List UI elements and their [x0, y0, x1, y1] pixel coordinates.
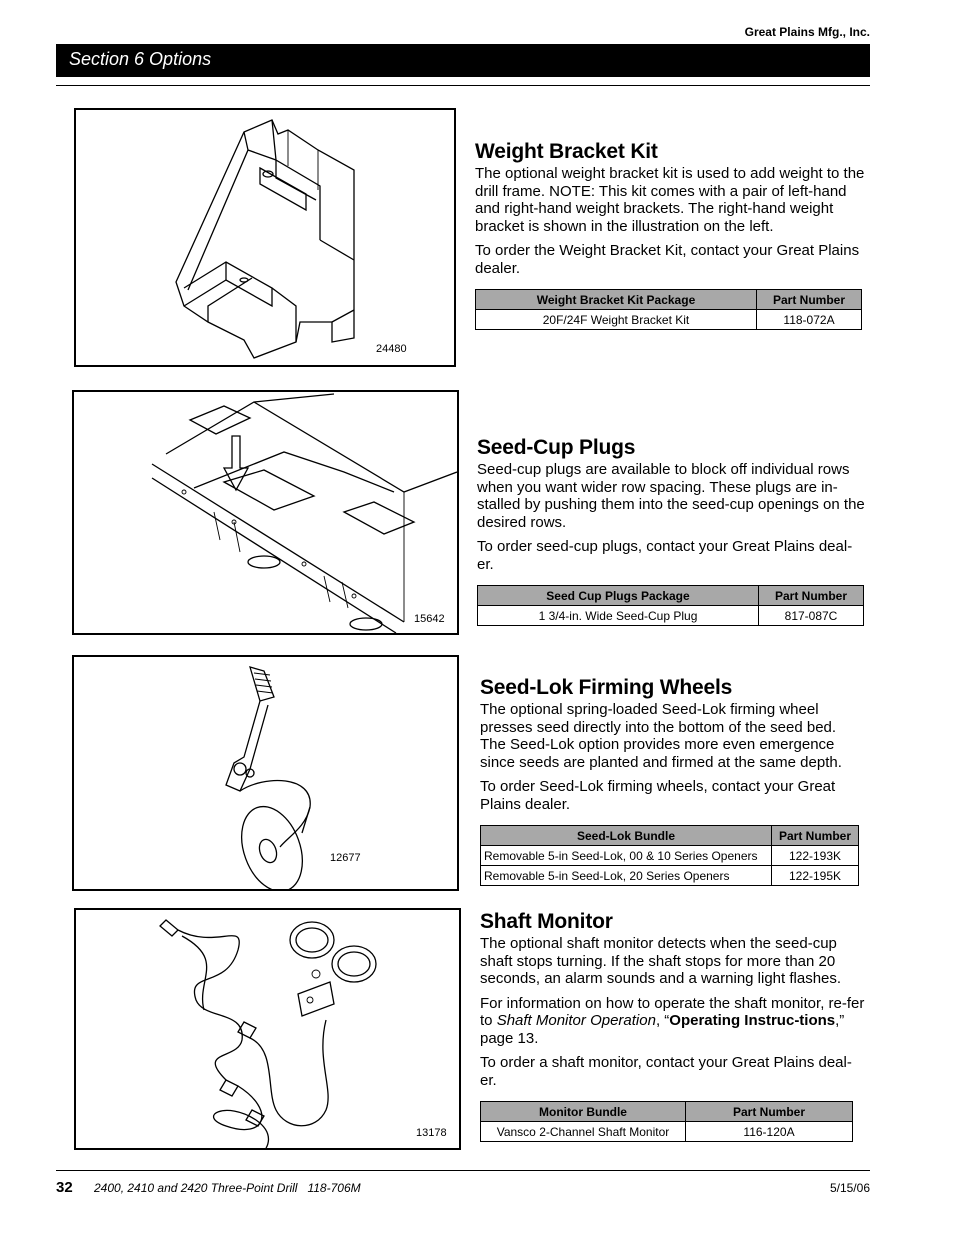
table-header: Part Number [759, 586, 864, 606]
table-row [478, 606, 864, 626]
section-paragraph-reference [480, 995, 865, 1048]
parts-table [480, 1101, 853, 1142]
section-paragraph: To order seed-cup plugs, contact your Great Plains deal-er. [477, 538, 853, 573]
table-cell: 116-120A [686, 1122, 853, 1142]
figure-number: 15642 [414, 613, 445, 625]
footer-rule [56, 1170, 870, 1171]
table-row [476, 310, 862, 330]
section-paragraph: Seed-cup plugs are available to block off individual rows when you want wider row spacing. These plugs are in-stalled by pushing them into the seed-cup openings on the desired rows. [477, 461, 865, 531]
table-header: Part Number [686, 1102, 853, 1122]
ref-link[interactable]: Operating Instruc-tions [669, 1012, 836, 1029]
weight-bracket-illustration [76, 110, 454, 365]
table-header: Weight Bracket Kit Package [476, 290, 757, 310]
table-row [481, 846, 859, 866]
table-row [481, 866, 859, 886]
document-date: 5/15/06 [829, 1181, 870, 1195]
table-cell: 1 3/4-in. Wide Seed-Cup Plug [478, 606, 759, 626]
section-title: Seed-Lok Firming Wheels [480, 676, 733, 699]
figure-number: 24480 [376, 343, 407, 355]
ref-text: , “ [655, 1012, 670, 1029]
parts-table [477, 585, 864, 626]
header-rule [56, 85, 870, 86]
shaft-monitor-section [480, 910, 865, 1142]
table-cell: 122-195K [772, 866, 859, 886]
table-row [481, 1122, 853, 1142]
seed-lok-illustration [74, 657, 457, 889]
ref-text: For information on how to operate the shaft monitor, re-fer to [480, 994, 865, 1029]
section-paragraph: The optional weight bracket kit is used to add weight to the drill frame. NOTE: This kit comes with a pair of left-hand and right-hand weight brackets. The right-hand weight bracket is shown in the illustration on the left. [475, 165, 865, 235]
section-title: Shaft Monitor [480, 910, 613, 933]
section-paragraph: To order Seed-Lok firming wheels, contact your Great Plains dealer. [480, 778, 836, 813]
section-paragraph: To order the Weight Bracket Kit, contact your Great Plains dealer. [475, 242, 860, 277]
table-header: Seed-Lok Bundle [481, 826, 772, 846]
table-cell: 817-087C [759, 606, 864, 626]
table-cell: Removable 5-in Seed-Lok, 00 & 10 Series Openers [481, 846, 772, 866]
section-paragraph: The optional shaft monitor detects when the seed-cup shaft stops turning. If the shaft stops for more than 20 seconds, an alarm sounds and a warning light flashes. [480, 935, 842, 987]
ref-italic: Shaft Monitor Operation [496, 1012, 656, 1029]
table-header: Part Number [772, 826, 859, 846]
section-paragraph: The optional spring-loaded Seed-Lok firming wheel presses seed directly into the bottom of the seed bed. The Seed-Lok option provides more even emergence since seeds are planted and firmed at the same depth. [480, 701, 842, 771]
page-number: 32 [56, 1179, 73, 1196]
seed-cup-illustration [74, 392, 457, 633]
figure-number: 13178 [416, 1127, 447, 1139]
figure-number: 12677 [330, 852, 361, 864]
seed-cup-figure [72, 390, 459, 635]
table-header: Part Number [757, 290, 862, 310]
parts-table [480, 825, 859, 886]
table-cell: 122-193K [772, 846, 859, 866]
section-paragraph: To order a shaft monitor, contact your Great Plains deal-er. [480, 1054, 852, 1089]
seed-lok-figure [72, 655, 459, 891]
shaft-monitor-illustration [76, 910, 459, 1148]
ref-text: ,” page 13. [480, 1012, 845, 1047]
weight-bracket-figure [74, 108, 456, 367]
parts-table [475, 289, 862, 330]
seed-cup-section [477, 436, 867, 626]
table-cell: Vansco 2-Channel Shaft Monitor [481, 1122, 686, 1142]
weight-bracket-section [475, 140, 865, 330]
section-title: Seed-Cup Plugs [477, 436, 636, 459]
shaft-monitor-figure [74, 908, 461, 1150]
table-cell: 118-072A [757, 310, 862, 330]
section-title: Weight Bracket Kit [475, 140, 658, 163]
document-title: 2400, 2410 and 2420 Three-Point Drill 118-706M [94, 1181, 361, 1195]
table-header: Monitor Bundle [481, 1102, 686, 1122]
table-header: Seed Cup Plugs Package [478, 586, 759, 606]
table-cell: Removable 5-in Seed-Lok, 20 Series Openers [481, 866, 772, 886]
company-name: Great Plains Mfg., Inc. [744, 25, 870, 39]
seed-lok-section [480, 676, 865, 886]
section-header: Section 6 Options [56, 44, 870, 77]
table-cell: 20F/24F Weight Bracket Kit [476, 310, 757, 330]
